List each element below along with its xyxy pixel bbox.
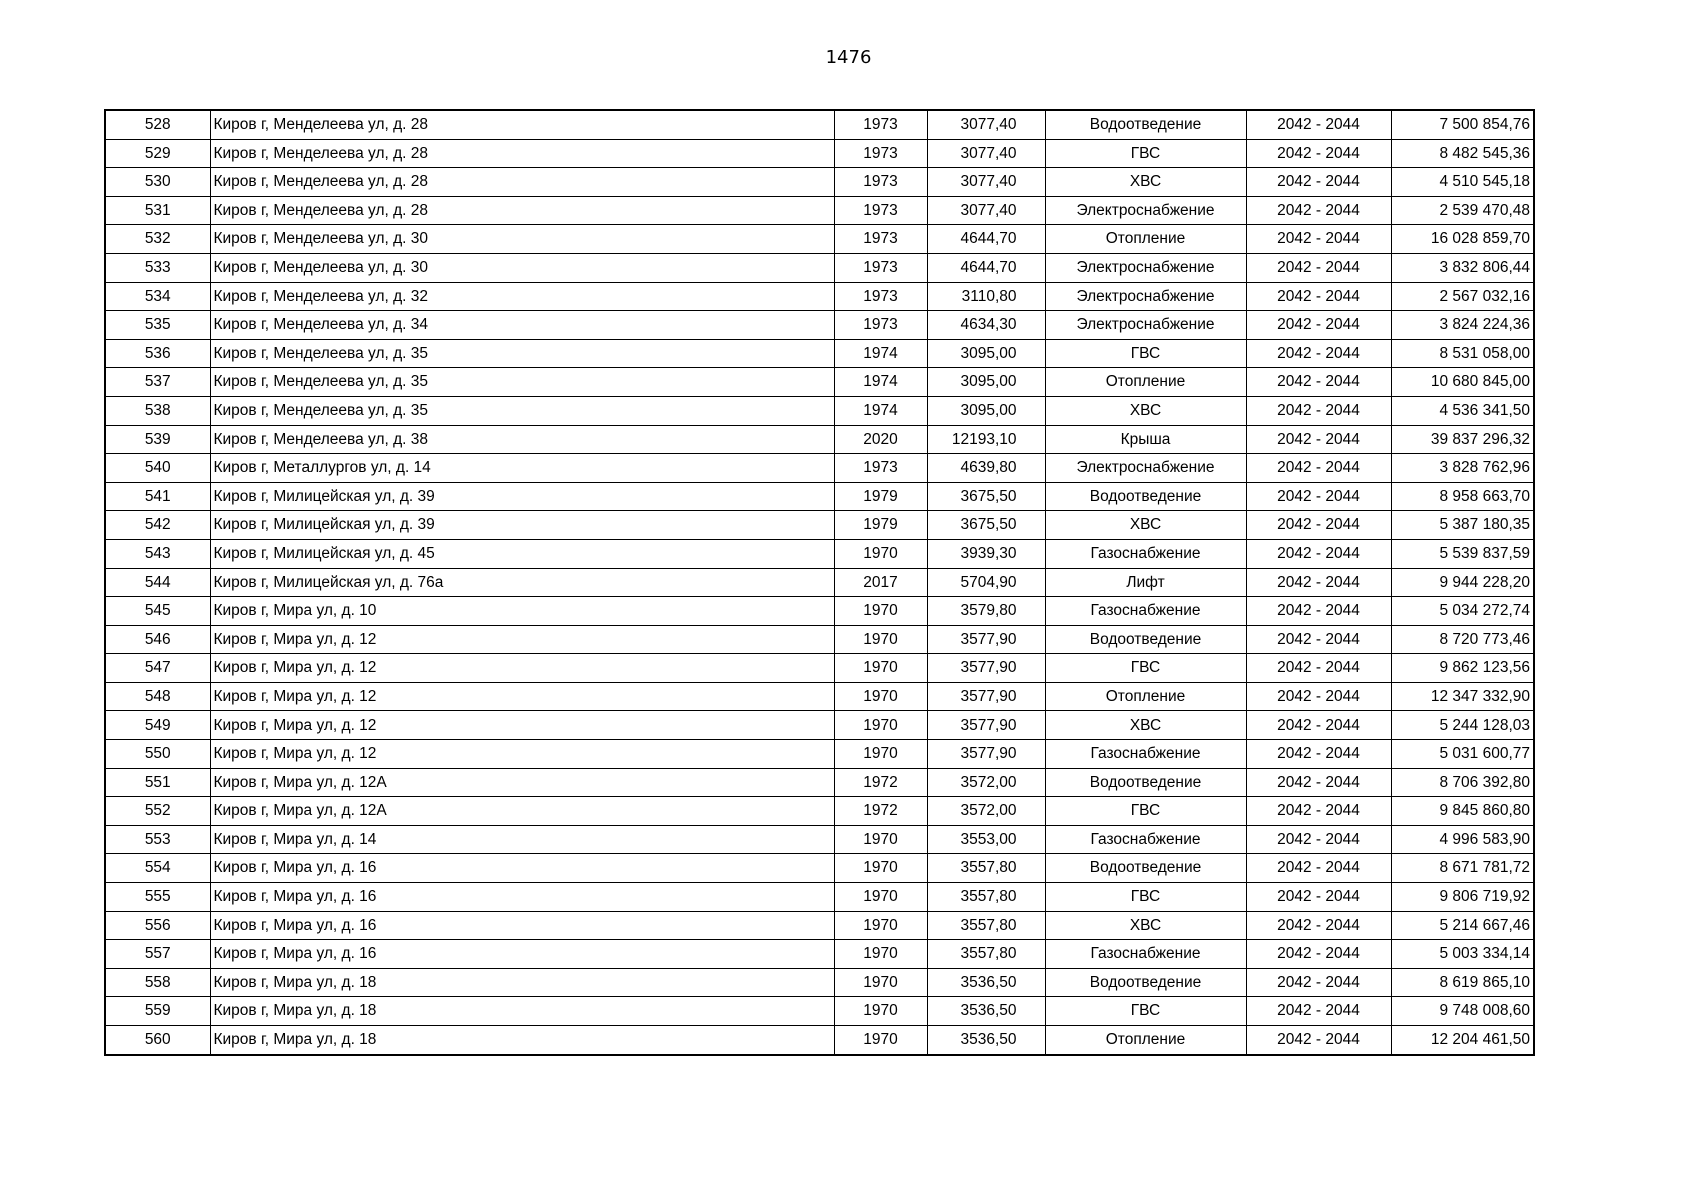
work-type-cell: Газоснабжение xyxy=(1045,825,1246,854)
year-cell: 1973 xyxy=(834,139,927,168)
row-number-cell: 531 xyxy=(105,196,210,225)
address-cell: Киров г, Мира ул, д. 12А xyxy=(210,797,834,826)
row-number-cell: 544 xyxy=(105,568,210,597)
table-row xyxy=(105,511,1534,540)
cost-cell: 4 996 583,90 xyxy=(1391,825,1534,854)
row-number-cell: 530 xyxy=(105,168,210,197)
row-number-cell: 529 xyxy=(105,139,210,168)
year-cell: 1973 xyxy=(834,253,927,282)
year-cell: 1970 xyxy=(834,711,927,740)
year-cell: 1973 xyxy=(834,225,927,254)
cost-cell: 5 214 667,46 xyxy=(1391,911,1534,940)
work-type-cell: Отопление xyxy=(1045,682,1246,711)
table-row xyxy=(105,425,1534,454)
row-number-cell: 540 xyxy=(105,454,210,483)
year-cell: 1974 xyxy=(834,396,927,425)
table-row xyxy=(105,597,1534,626)
year-cell: 1970 xyxy=(834,740,927,769)
cost-cell: 8 958 663,70 xyxy=(1391,482,1534,511)
work-type-cell: Водоотведение xyxy=(1045,854,1246,883)
area-cell: 3577,90 xyxy=(927,711,1045,740)
row-number-cell: 546 xyxy=(105,625,210,654)
address-cell: Киров г, Металлургов ул, д. 14 xyxy=(210,454,834,483)
area-cell: 3095,00 xyxy=(927,368,1045,397)
year-cell: 1970 xyxy=(834,911,927,940)
row-number-cell: 547 xyxy=(105,654,210,683)
work-type-cell: ГВС xyxy=(1045,883,1246,912)
cost-cell: 5 539 837,59 xyxy=(1391,539,1534,568)
table-row xyxy=(105,911,1534,940)
cost-cell: 8 482 545,36 xyxy=(1391,139,1534,168)
area-cell: 3553,00 xyxy=(927,825,1045,854)
row-number-cell: 536 xyxy=(105,339,210,368)
area-cell: 3577,90 xyxy=(927,740,1045,769)
work-type-cell: ГВС xyxy=(1045,139,1246,168)
area-cell: 3939,30 xyxy=(927,539,1045,568)
year-cell: 2020 xyxy=(834,425,927,454)
year-cell: 1974 xyxy=(834,339,927,368)
table-row xyxy=(105,682,1534,711)
area-cell: 3536,50 xyxy=(927,1026,1045,1055)
year-cell: 1970 xyxy=(834,968,927,997)
area-cell: 3557,80 xyxy=(927,940,1045,969)
period-cell: 2042 - 2044 xyxy=(1246,768,1391,797)
year-cell: 1972 xyxy=(834,768,927,797)
row-number-cell: 557 xyxy=(105,940,210,969)
address-cell: Киров г, Менделеева ул, д. 35 xyxy=(210,339,834,368)
cost-cell: 9 944 228,20 xyxy=(1391,568,1534,597)
cost-cell: 9 845 860,80 xyxy=(1391,797,1534,826)
area-cell: 3675,50 xyxy=(927,511,1045,540)
table-row xyxy=(105,711,1534,740)
cost-cell: 8 619 865,10 xyxy=(1391,968,1534,997)
work-type-cell: Электроснабжение xyxy=(1045,454,1246,483)
cost-cell: 7 500 854,76 xyxy=(1391,110,1534,139)
work-type-cell: Электроснабжение xyxy=(1045,282,1246,311)
work-type-cell: ХВС xyxy=(1045,396,1246,425)
table-row xyxy=(105,854,1534,883)
period-cell: 2042 - 2044 xyxy=(1246,282,1391,311)
work-type-cell: Газоснабжение xyxy=(1045,539,1246,568)
work-type-cell: ГВС xyxy=(1045,997,1246,1026)
work-type-cell: Отопление xyxy=(1045,368,1246,397)
period-cell: 2042 - 2044 xyxy=(1246,511,1391,540)
area-cell: 4644,70 xyxy=(927,253,1045,282)
area-cell: 3572,00 xyxy=(927,797,1045,826)
period-cell: 2042 - 2044 xyxy=(1246,597,1391,626)
table-body xyxy=(105,110,1534,1055)
row-number-cell: 534 xyxy=(105,282,210,311)
year-cell: 1972 xyxy=(834,797,927,826)
table-row xyxy=(105,740,1534,769)
table-row xyxy=(105,568,1534,597)
work-type-cell: Водоотведение xyxy=(1045,482,1246,511)
row-number-cell: 555 xyxy=(105,883,210,912)
address-cell: Киров г, Мира ул, д. 18 xyxy=(210,968,834,997)
year-cell: 1973 xyxy=(834,196,927,225)
cost-cell: 3 828 762,96 xyxy=(1391,454,1534,483)
cost-cell: 12 347 332,90 xyxy=(1391,682,1534,711)
area-cell: 4639,80 xyxy=(927,454,1045,483)
cost-cell: 4 510 545,18 xyxy=(1391,168,1534,197)
period-cell: 2042 - 2044 xyxy=(1246,825,1391,854)
table-row xyxy=(105,396,1534,425)
row-number-cell: 552 xyxy=(105,797,210,826)
address-cell: Киров г, Мира ул, д. 18 xyxy=(210,1026,834,1055)
row-number-cell: 535 xyxy=(105,311,210,340)
cost-cell: 10 680 845,00 xyxy=(1391,368,1534,397)
table-row xyxy=(105,482,1534,511)
row-number-cell: 553 xyxy=(105,825,210,854)
address-cell: Киров г, Мира ул, д. 16 xyxy=(210,940,834,969)
address-cell: Киров г, Мира ул, д. 16 xyxy=(210,854,834,883)
year-cell: 1970 xyxy=(834,625,927,654)
row-number-cell: 550 xyxy=(105,740,210,769)
row-number-cell: 558 xyxy=(105,968,210,997)
table-row xyxy=(105,1026,1534,1055)
year-cell: 1979 xyxy=(834,511,927,540)
year-cell: 1973 xyxy=(834,168,927,197)
address-cell: Киров г, Мира ул, д. 12 xyxy=(210,711,834,740)
area-cell: 12193,10 xyxy=(927,425,1045,454)
address-cell: Киров г, Мира ул, д. 12 xyxy=(210,654,834,683)
period-cell: 2042 - 2044 xyxy=(1246,854,1391,883)
period-cell: 2042 - 2044 xyxy=(1246,110,1391,139)
row-number-cell: 548 xyxy=(105,682,210,711)
area-cell: 3095,00 xyxy=(927,396,1045,425)
work-type-cell: ГВС xyxy=(1045,654,1246,683)
period-cell: 2042 - 2044 xyxy=(1246,425,1391,454)
area-cell: 4644,70 xyxy=(927,225,1045,254)
table-row xyxy=(105,940,1534,969)
cost-cell: 3 824 224,36 xyxy=(1391,311,1534,340)
table-row xyxy=(105,825,1534,854)
address-cell: Киров г, Мира ул, д. 12 xyxy=(210,740,834,769)
work-type-cell: Водоотведение xyxy=(1045,625,1246,654)
year-cell: 1973 xyxy=(834,282,927,311)
work-type-cell: Газоснабжение xyxy=(1045,597,1246,626)
period-cell: 2042 - 2044 xyxy=(1246,797,1391,826)
address-cell: Киров г, Менделеева ул, д. 30 xyxy=(210,225,834,254)
repair-schedule-table xyxy=(104,109,1535,1056)
work-type-cell: ХВС xyxy=(1045,911,1246,940)
row-number-cell: 554 xyxy=(105,854,210,883)
period-cell: 2042 - 2044 xyxy=(1246,711,1391,740)
work-type-cell: ХВС xyxy=(1045,168,1246,197)
address-cell: Киров г, Менделеева ул, д. 28 xyxy=(210,168,834,197)
table-row xyxy=(105,768,1534,797)
row-number-cell: 545 xyxy=(105,597,210,626)
work-type-cell: Отопление xyxy=(1045,225,1246,254)
work-type-cell: Крыша xyxy=(1045,425,1246,454)
work-type-cell: Отопление xyxy=(1045,1026,1246,1055)
year-cell: 1970 xyxy=(834,883,927,912)
cost-cell: 5 003 334,14 xyxy=(1391,940,1534,969)
area-cell: 5704,90 xyxy=(927,568,1045,597)
row-number-cell: 542 xyxy=(105,511,210,540)
area-cell: 3577,90 xyxy=(927,682,1045,711)
row-number-cell: 528 xyxy=(105,110,210,139)
work-type-cell: ХВС xyxy=(1045,711,1246,740)
cost-cell: 9 806 719,92 xyxy=(1391,883,1534,912)
year-cell: 1979 xyxy=(834,482,927,511)
cost-cell: 12 204 461,50 xyxy=(1391,1026,1534,1055)
period-cell: 2042 - 2044 xyxy=(1246,740,1391,769)
work-type-cell: Водоотведение xyxy=(1045,968,1246,997)
period-cell: 2042 - 2044 xyxy=(1246,682,1391,711)
area-cell: 3110,80 xyxy=(927,282,1045,311)
year-cell: 1970 xyxy=(834,997,927,1026)
page-number: 1476 xyxy=(825,47,872,68)
row-number-cell: 537 xyxy=(105,368,210,397)
row-number-cell: 559 xyxy=(105,997,210,1026)
table-row xyxy=(105,339,1534,368)
year-cell: 1970 xyxy=(834,597,927,626)
table-row xyxy=(105,368,1534,397)
area-cell: 3577,90 xyxy=(927,654,1045,683)
row-number-cell: 532 xyxy=(105,225,210,254)
address-cell: Киров г, Мира ул, д. 16 xyxy=(210,883,834,912)
row-number-cell: 541 xyxy=(105,482,210,511)
area-cell: 3675,50 xyxy=(927,482,1045,511)
row-number-cell: 560 xyxy=(105,1026,210,1055)
row-number-cell: 533 xyxy=(105,253,210,282)
period-cell: 2042 - 2044 xyxy=(1246,196,1391,225)
address-cell: Киров г, Мира ул, д. 18 xyxy=(210,997,834,1026)
area-cell: 3077,40 xyxy=(927,196,1045,225)
address-cell: Киров г, Мира ул, д. 12 xyxy=(210,625,834,654)
work-type-cell: Электроснабжение xyxy=(1045,253,1246,282)
table-row xyxy=(105,282,1534,311)
table-row xyxy=(105,539,1534,568)
work-type-cell: Водоотведение xyxy=(1045,768,1246,797)
cost-cell: 5 244 128,03 xyxy=(1391,711,1534,740)
area-cell: 3077,40 xyxy=(927,139,1045,168)
period-cell: 2042 - 2044 xyxy=(1246,625,1391,654)
cost-cell: 9 862 123,56 xyxy=(1391,654,1534,683)
work-type-cell: Электроснабжение xyxy=(1045,311,1246,340)
cost-cell: 9 748 008,60 xyxy=(1391,997,1534,1026)
address-cell: Киров г, Менделеева ул, д. 35 xyxy=(210,396,834,425)
address-cell: Киров г, Милицейская ул, д. 39 xyxy=(210,511,834,540)
period-cell: 2042 - 2044 xyxy=(1246,396,1391,425)
work-type-cell: Лифт xyxy=(1045,568,1246,597)
row-number-cell: 551 xyxy=(105,768,210,797)
year-cell: 1973 xyxy=(834,454,927,483)
period-cell: 2042 - 2044 xyxy=(1246,568,1391,597)
address-cell: Киров г, Мира ул, д. 12 xyxy=(210,682,834,711)
table-row xyxy=(105,997,1534,1026)
year-cell: 1970 xyxy=(834,539,927,568)
cost-cell: 5 031 600,77 xyxy=(1391,740,1534,769)
year-cell: 1970 xyxy=(834,654,927,683)
area-cell: 3577,90 xyxy=(927,625,1045,654)
area-cell: 3095,00 xyxy=(927,339,1045,368)
period-cell: 2042 - 2044 xyxy=(1246,911,1391,940)
period-cell: 2042 - 2044 xyxy=(1246,454,1391,483)
table-row xyxy=(105,110,1534,139)
area-cell: 3579,80 xyxy=(927,597,1045,626)
period-cell: 2042 - 2044 xyxy=(1246,940,1391,969)
period-cell: 2042 - 2044 xyxy=(1246,225,1391,254)
period-cell: 2042 - 2044 xyxy=(1246,968,1391,997)
cost-cell: 2 567 032,16 xyxy=(1391,282,1534,311)
work-type-cell: Электроснабжение xyxy=(1045,196,1246,225)
area-cell: 4634,30 xyxy=(927,311,1045,340)
area-cell: 3077,40 xyxy=(927,168,1045,197)
year-cell: 1973 xyxy=(834,110,927,139)
period-cell: 2042 - 2044 xyxy=(1246,1026,1391,1055)
cost-cell: 16 028 859,70 xyxy=(1391,225,1534,254)
work-type-cell: Газоснабжение xyxy=(1045,740,1246,769)
row-number-cell: 556 xyxy=(105,911,210,940)
period-cell: 2042 - 2044 xyxy=(1246,997,1391,1026)
period-cell: 2042 - 2044 xyxy=(1246,253,1391,282)
year-cell: 1973 xyxy=(834,311,927,340)
address-cell: Киров г, Милицейская ул, д. 39 xyxy=(210,482,834,511)
address-cell: Киров г, Менделеева ул, д. 34 xyxy=(210,311,834,340)
row-number-cell: 539 xyxy=(105,425,210,454)
address-cell: Киров г, Менделеева ул, д. 32 xyxy=(210,282,834,311)
cost-cell: 8 706 392,80 xyxy=(1391,768,1534,797)
area-cell: 3536,50 xyxy=(927,997,1045,1026)
period-cell: 2042 - 2044 xyxy=(1246,368,1391,397)
work-type-cell: Газоснабжение xyxy=(1045,940,1246,969)
area-cell: 3557,80 xyxy=(927,854,1045,883)
address-cell: Киров г, Милицейская ул, д. 76а xyxy=(210,568,834,597)
table-row xyxy=(105,625,1534,654)
period-cell: 2042 - 2044 xyxy=(1246,168,1391,197)
table-row xyxy=(105,196,1534,225)
period-cell: 2042 - 2044 xyxy=(1246,883,1391,912)
table-row xyxy=(105,797,1534,826)
table-row xyxy=(105,454,1534,483)
table-row xyxy=(105,168,1534,197)
area-cell: 3077,40 xyxy=(927,110,1045,139)
year-cell: 2017 xyxy=(834,568,927,597)
work-type-cell: ГВС xyxy=(1045,797,1246,826)
address-cell: Киров г, Менделеева ул, д. 28 xyxy=(210,110,834,139)
area-cell: 3557,80 xyxy=(927,911,1045,940)
cost-cell: 5 034 272,74 xyxy=(1391,597,1534,626)
address-cell: Киров г, Менделеева ул, д. 30 xyxy=(210,253,834,282)
address-cell: Киров г, Менделеева ул, д. 35 xyxy=(210,368,834,397)
table-row xyxy=(105,225,1534,254)
row-number-cell: 538 xyxy=(105,396,210,425)
table-row xyxy=(105,654,1534,683)
cost-cell: 2 539 470,48 xyxy=(1391,196,1534,225)
cost-cell: 3 832 806,44 xyxy=(1391,253,1534,282)
table-row xyxy=(105,311,1534,340)
table-row xyxy=(105,253,1534,282)
period-cell: 2042 - 2044 xyxy=(1246,482,1391,511)
row-number-cell: 543 xyxy=(105,539,210,568)
area-cell: 3572,00 xyxy=(927,768,1045,797)
year-cell: 1974 xyxy=(834,368,927,397)
period-cell: 2042 - 2044 xyxy=(1246,139,1391,168)
table-row xyxy=(105,968,1534,997)
address-cell: Киров г, Милицейская ул, д. 45 xyxy=(210,539,834,568)
address-cell: Киров г, Менделеева ул, д. 38 xyxy=(210,425,834,454)
address-cell: Киров г, Менделеева ул, д. 28 xyxy=(210,139,834,168)
year-cell: 1970 xyxy=(834,825,927,854)
period-cell: 2042 - 2044 xyxy=(1246,654,1391,683)
cost-cell: 5 387 180,35 xyxy=(1391,511,1534,540)
work-type-cell: ГВС xyxy=(1045,339,1246,368)
year-cell: 1970 xyxy=(834,1026,927,1055)
address-cell: Киров г, Мира ул, д. 10 xyxy=(210,597,834,626)
address-cell: Киров г, Мира ул, д. 14 xyxy=(210,825,834,854)
cost-cell: 39 837 296,32 xyxy=(1391,425,1534,454)
cost-cell: 8 671 781,72 xyxy=(1391,854,1534,883)
table-row xyxy=(105,883,1534,912)
table-row xyxy=(105,139,1534,168)
year-cell: 1970 xyxy=(834,940,927,969)
address-cell: Киров г, Мира ул, д. 16 xyxy=(210,911,834,940)
period-cell: 2042 - 2044 xyxy=(1246,311,1391,340)
cost-cell: 8 720 773,46 xyxy=(1391,625,1534,654)
area-cell: 3557,80 xyxy=(927,883,1045,912)
cost-cell: 4 536 341,50 xyxy=(1391,396,1534,425)
work-type-cell: Водоотведение xyxy=(1045,110,1246,139)
row-number-cell: 549 xyxy=(105,711,210,740)
period-cell: 2042 - 2044 xyxy=(1246,539,1391,568)
year-cell: 1970 xyxy=(834,854,927,883)
address-cell: Киров г, Менделеева ул, д. 28 xyxy=(210,196,834,225)
year-cell: 1970 xyxy=(834,682,927,711)
area-cell: 3536,50 xyxy=(927,968,1045,997)
period-cell: 2042 - 2044 xyxy=(1246,339,1391,368)
cost-cell: 8 531 058,00 xyxy=(1391,339,1534,368)
work-type-cell: ХВС xyxy=(1045,511,1246,540)
address-cell: Киров г, Мира ул, д. 12А xyxy=(210,768,834,797)
